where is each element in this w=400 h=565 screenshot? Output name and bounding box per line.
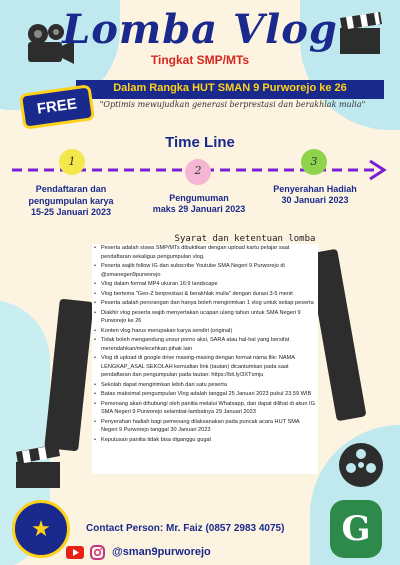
rule-item: • Vlog bertema "Gen-Z berprestasi & berakhlak mulia" dengan durasi 3-5 menit	[92, 290, 318, 299]
timeline-step-1-line2: pengumpulan karya	[28, 196, 114, 206]
film-reel-icon	[336, 440, 386, 490]
film-strip-icon	[44, 299, 93, 452]
rule-item: • Keputusan panitia tidak bisa diganggu gugat	[92, 436, 318, 445]
timeline-step-2-label: Pengumuman	[169, 193, 229, 203]
timeline-step-1-date: 15-25 Januari 2023	[30, 207, 112, 217]
rule-item: • Peserta wajib follow IG dan subscribe Youtube SMA Negeri 9 Purworejo di @smanegeri9purworejo	[92, 262, 318, 279]
school-logo-icon: ★	[12, 500, 70, 558]
timeline-number-3: 3	[310, 155, 318, 168]
rule-item: • Batas maksimal pengumpulan Vlog adalah tanggal 25 Januari 2023 pukul 23.59 WIB	[92, 390, 318, 399]
clapperboard-icon	[8, 440, 68, 492]
rule-item: • Konten vlog harus merupakan karya sendiri (original)	[92, 327, 318, 336]
free-badge: FREE	[22, 88, 92, 127]
rules-list	[92, 244, 318, 445]
rule-item: • Penyerahan hadiah bagi pemenang dilaksanakan pada puncak acara HUT SMA Negeri 9 Purworejo tanggal 30 Januari 2023	[92, 418, 318, 435]
timeline-title: Time Line	[165, 134, 235, 151]
timeline-step-2-date: maks 29 Januari 2023	[152, 204, 246, 214]
subtitle: Tingkat SMP/MTs	[150, 53, 250, 67]
rules-heading: Syarat dan ketentuan lomba	[174, 234, 316, 244]
timeline-step-3-date: 30 Januari 2023	[281, 195, 349, 205]
timeline-number-1: 1	[68, 155, 76, 168]
anniversary-badge: G	[330, 500, 382, 558]
timeline-step-3-label: Penyerahan Hadiah	[273, 184, 357, 194]
page-title: Lomba Vlog	[62, 6, 338, 53]
rule-item: • Diakhir vlog peserta wajib menyertakan ucapan ulang tahun untuk SMA Negeri 9 Purworejo ke 26	[92, 309, 318, 326]
rule-item: • Sekolah dapat mengirimkan lebih dari satu peserta	[92, 381, 318, 390]
timeline-number-2: 2	[194, 164, 202, 177]
rule-item: • Peserta adalah siswa SMP/MTs dibuktikan dengan upload kartu pelajar saat pendaftaran sekaligus pengumpulan vlog.	[92, 244, 318, 261]
instagram-icon[interactable]	[90, 545, 105, 560]
rule-item: • Vlog di upload di google drive masing-masing dengan format nama file: NAMA LENGKAP_ASAL SEKOLAH kemudian link (tautan) dicantumkan pada saat pendaftaran dan pengumpulan pada tautan: https://bit.ly/3XTxmju	[92, 354, 318, 380]
youtube-icon[interactable]	[66, 546, 84, 559]
rule-item: • Pemenang akan dihubungi oleh panitia melalui Whatsapp, dan dapat dilihat di akun IG SMA Negeri 9 Purworejo selambat-lambatnya 29 Januari 2023	[92, 400, 318, 417]
timeline-step-1-line1: Pendaftaran dan	[35, 184, 107, 194]
event-text: Dalam Rangka HUT SMAN 9 Purworejo ke 26	[113, 82, 347, 94]
rule-item: • Vlog dalam format MP4 ukuran 16:9 landscape	[92, 280, 318, 289]
social-handle[interactable]: @sman9purworejo	[112, 546, 211, 558]
motto: "Optimis mewujudkan generasi berprestasi dan berakhlak mulia"	[99, 100, 366, 109]
rule-item: • Peserta adalah perorangan dan hanya boleh mengirimkan 1 vlog untuk setiap peserta	[92, 299, 318, 308]
contact-person: Contact Person: Mr. Faiz (0857 2983 4075)	[86, 523, 285, 534]
rule-item: • Tidak boleh mengandung unsur porno aksi, SARA atau hal-hal yang bersifat merendahkan/melecehkan pihak lain	[92, 336, 318, 353]
